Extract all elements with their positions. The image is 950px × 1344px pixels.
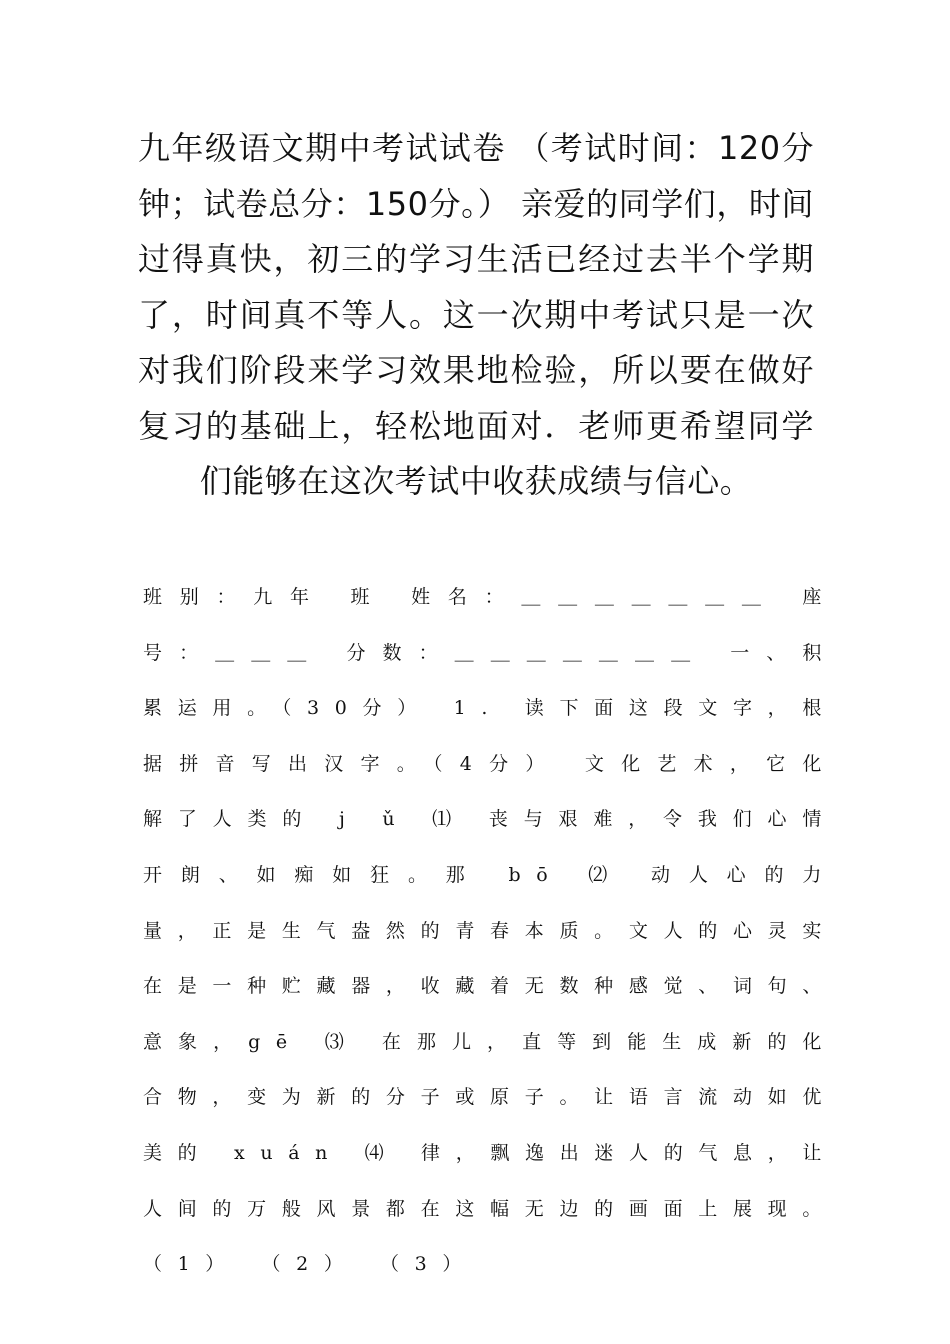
exam-heading: 九年级语文期中考试试卷 （考试时间：120分钟；试卷总分：150分。） 亲爱的同学们，时间过得真快，初三的学习生活已经过去半个学期了，时间真不等人。这一次期中考试只是一次对我们阶段来学习效果地检验，所以要在做好复习的基础上，轻松地面对．老师更希望同学们能够在这次考试中收获成绩与信心。 xyxy=(138,129,814,500)
exam-body-text: 班别：九年 班 姓名：＿＿＿＿＿＿＿ 座号：＿＿＿ 分数：＿＿＿＿＿＿＿ 一、积累运用。（30分） 1. 读下面这段文字，根据拼音写出汉字。（4分） 文化艺术，它化解了人类的 j ǔ ⑴ 丧与艰难，令我们心情开朗、如痴如狂。那 bō ⑵ 动人心的力量，正是生气盎然的青春本质。文人的心灵实在是一种贮藏器，收藏着无数种感觉、词句、意象，gē ⑶ 在那儿，直等到能生成新的化合物，变为新的分子或原子。让语言流动如优美的 xuán ⑷ 律，飘逸出迷人的气息，让人间的万般风景都在这幅无边的画面上展现。 （1） （2） （3） xyxy=(143,586,837,1276)
